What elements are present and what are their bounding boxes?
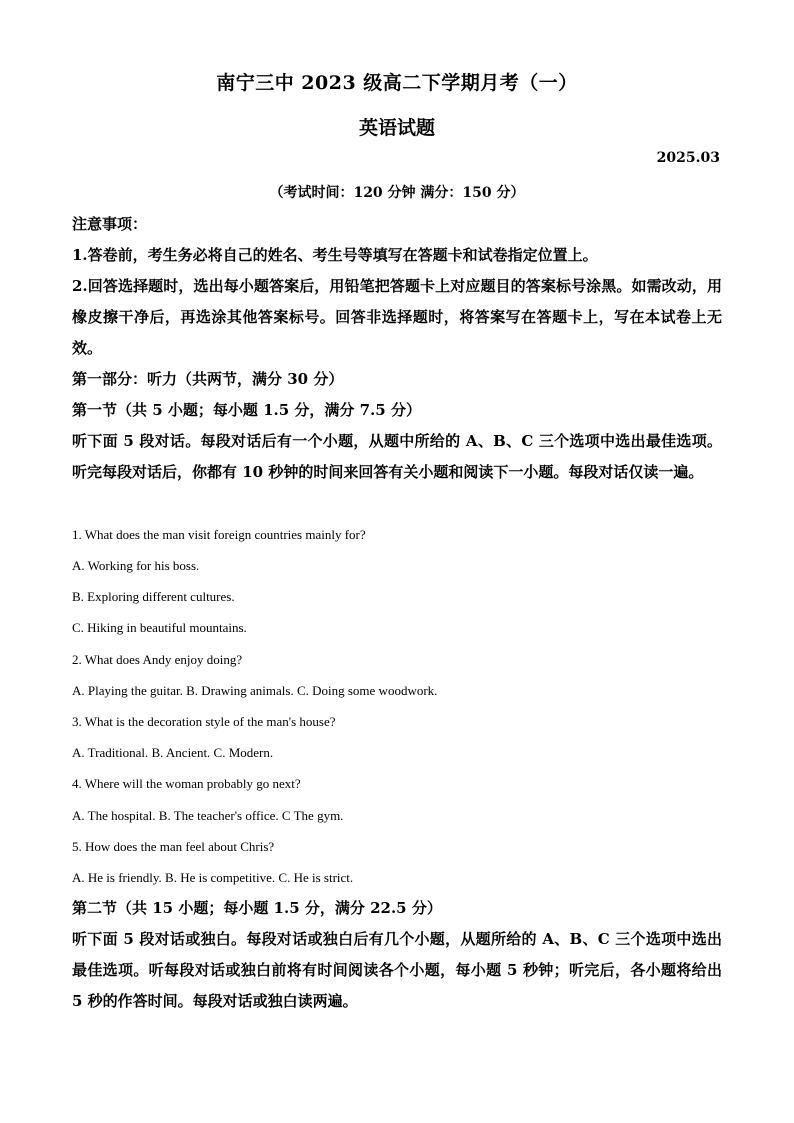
question-4-options: A. The hospital. B. The teacher's office. C The gym. <box>72 808 344 823</box>
question-1-option-a: A. Working for his boss. <box>72 558 200 573</box>
part1-heading: 第一部分：听力（共两节，满分 30 分） <box>72 370 344 388</box>
question-3-options: A. Traditional. B. Ancient. C. Modern. <box>72 745 274 760</box>
question-2-options: A. Playing the guitar. B. Drawing animals. C. Doing some woodwork. <box>72 683 438 698</box>
section2-heading: 第二节（共 15 小题；每小题 1.5 分，满分 22.5 分） <box>72 899 442 917</box>
exam-date: 2025.03 <box>656 150 720 166</box>
notes-heading: 注意事项： <box>72 215 148 233</box>
question-4: 4. Where will the woman probably go next? <box>72 776 301 791</box>
question-3: 3. What is the decoration style of the man's house? <box>72 714 336 729</box>
notes-item-1: 1.答卷前，考生务必将自己的姓名、考生号等填写在答题卡和试卷指定位置上。 <box>72 246 598 264</box>
question-1: 1. What does the man visit foreign countries mainly for? <box>72 527 366 542</box>
question-2: 2. What does Andy enjoy doing? <box>72 652 243 667</box>
question-1-option-b: B. Exploring different cultures. <box>72 589 235 604</box>
section2-instructions: 听下面 5 段对话或独白。每段对话或独白后有几个小题，从题所给的 A、B、C 三个选项中选出最佳选项。听每段对话或独白前将有时间阅读各个小题，每小题 5 秒钟；听完后，各小题将给出 5 秒的作答时间。每段对话或独白读两遍。 <box>72 930 722 1010</box>
exam-time-score-info: （考试时间：120 分钟 满分：150 分） <box>269 185 525 201</box>
exam-subtitle: 英语试题 <box>358 117 435 139</box>
exam-title: 南宁三中 2023 级高二下学期月考（一） <box>216 72 578 94</box>
question-5: 5. How does the man feel about Chris? <box>72 839 275 854</box>
question-1-option-c: C. Hiking in beautiful mountains. <box>72 620 247 635</box>
notes-item-2: 2.回答选择题时，选出每小题答案后，用铅笔把答题卡上对应题目的答案标号涂黑。如需改动，用橡皮擦干净后，再选涂其他答案标号。回答非选择题时，将答案写在答题卡上，写在本试卷上无效。 <box>72 277 722 357</box>
question-5-options: A. He is friendly. B. He is competitive. C. He is strict. <box>72 870 354 885</box>
section1-instructions: 听下面 5 段对话。每段对话后有一个小题，从题中所给的 A、B、C 三个选项中选出最佳选项。听完每段对话后，你都有 10 秒钟的时间来回答有关小题和阅读下一小题。每段对话仅读一遍。 <box>72 432 722 481</box>
section1-heading: 第一节（共 5 小题；每小题 1.5 分，满分 7.5 分） <box>72 401 421 419</box>
